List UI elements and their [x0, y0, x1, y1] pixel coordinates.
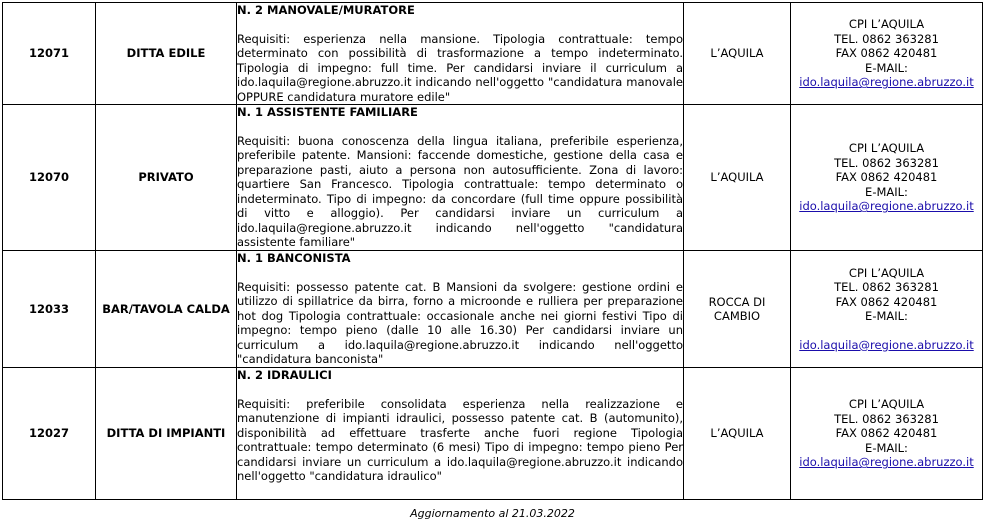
contact-tel: TEL. 0862 363281	[834, 280, 939, 295]
contact-fax: FAX 0862 420481	[835, 426, 938, 441]
contact-email-label: E-MAIL:	[865, 440, 908, 455]
job-title: N. 2 IDRAULICI	[237, 368, 332, 382]
contact-email-link[interactable]: ido.laquila@regione.abruzzo.it	[799, 75, 974, 90]
job-title: N. 1 BANCONISTA	[237, 251, 351, 265]
update-date-note: Aggiornamento al 21.03.2022	[410, 507, 575, 520]
contact-info	[791, 368, 983, 500]
company-name: PRIVATO	[96, 105, 237, 251]
contact-email-label: E-MAIL:	[865, 184, 908, 199]
contact-email-label: E-MAIL:	[865, 309, 908, 324]
contact-info	[791, 105, 983, 251]
contact-info	[791, 251, 983, 368]
contact-tel: TEL. 0862 363281	[834, 155, 939, 170]
contact-fax: FAX 0862 420481	[835, 294, 938, 309]
job-requirements: Requisiti: possesso patente cat. B Mansioni da svolgere: gestione ordini e utilizzo di spillatrice da birra, forno a microonde e rulliera per preparazione hot dog Tipologia contrattuale: occasionale anche nei giorni festivi Tipo di impegno: tempo pieno (dalle 10 alle 16.30) Per candidarsi inviare un curriculum a ido.laquila@regione.abruzzo.it indicando nell'oggetto "candidatura banconista"	[237, 279, 683, 366]
contact-email-link[interactable]: ido.laquila@regione.abruzzo.it	[799, 455, 974, 470]
job-requirements: Requisiti: esperienza nella mansione. Tipologia contrattuale: tempo determinato con possibilità di trasformazione a tempo indeterminato. Tipologia di impegno: full time. Per candidarsi inviare il curriculum a ido.laquila@regione.abruzzo.it indicando nell'oggetto "candidatura manovale OPPURE candidatura muratore edile"	[237, 31, 683, 104]
contact-info	[791, 3, 983, 105]
job-location: ROCCA DI CAMBIO	[684, 251, 791, 368]
job-code: 12070	[3, 105, 96, 251]
company-name: DITTA EDILE	[96, 3, 237, 105]
job-code: 12027	[3, 368, 96, 500]
contact-fax: FAX 0862 420481	[835, 170, 938, 185]
contact-email-label: E-MAIL:	[865, 60, 908, 75]
contact-office: CPI L’AQUILA	[848, 141, 925, 156]
job-requirements: Requisiti: buona conoscenza della lingua italiana, preferibile esperienza, preferibile patente. Mansioni: faccende domestiche, gestione della casa e preparazione pasti, aiuto a persona non autosufficiente. Zona di lavoro: quartiere San Francesco. Tipologia contrattuale: tempo determinato o indeterminato. Tipo di impegno: da concordare (full time oppure possibilità di vitto e alloggio). Per candidarsi inviare un curriculum a ido.laquila@regione.abruzzo.it indicando nell'oggetto "candidatura assistente familiare"	[237, 133, 683, 249]
contact-office: CPI L’AQUILA	[848, 265, 925, 280]
contact-tel: TEL. 0862 363281	[834, 31, 939, 46]
contact-office: CPI L’AQUILA	[848, 397, 925, 412]
job-description	[237, 368, 684, 500]
table-row	[3, 251, 983, 368]
job-description	[237, 105, 684, 251]
job-listings-table	[2, 2, 983, 500]
contact-email-link[interactable]: ido.laquila@regione.abruzzo.it	[799, 199, 974, 214]
contact-tel: TEL. 0862 363281	[834, 411, 939, 426]
job-location: L’AQUILA	[684, 368, 791, 500]
job-description	[237, 251, 684, 368]
job-requirements: Requisiti: preferibile consolidata esperienza nella realizzazione e manutenzione di impianti idraulici, possesso patente cat. B (automunito), disponibilità ad effettuare trasferte anche fuori regione Tipologia contrattuale: tempo determinato (6 mesi) Tipo di impegno: tempo pieno Per candidarsi inviare un curriculum a ido.laquila@regione.abruzzo.it indicando nell'oggetto "candidatura idraulico"	[237, 396, 683, 483]
table-row	[3, 3, 983, 105]
contact-email-link[interactable]: ido.laquila@regione.abruzzo.it	[799, 337, 974, 352]
table-row	[3, 105, 983, 251]
job-location: L’AQUILA	[684, 3, 791, 105]
company-name: DITTA DI IMPIANTI	[96, 368, 237, 500]
contact-fax: FAX 0862 420481	[835, 46, 938, 61]
job-code: 12071	[3, 3, 96, 105]
table-row	[3, 368, 983, 500]
contact-office: CPI L’AQUILA	[848, 17, 925, 32]
job-title: N. 1 ASSISTENTE FAMILIARE	[237, 105, 418, 119]
job-code: 12033	[3, 251, 96, 368]
job-location: L’AQUILA	[684, 105, 791, 251]
job-title: N. 2 MANOVALE/MURATORE	[237, 3, 415, 17]
job-description	[237, 3, 684, 105]
company-name: BAR/TAVOLA CALDA	[96, 251, 237, 368]
